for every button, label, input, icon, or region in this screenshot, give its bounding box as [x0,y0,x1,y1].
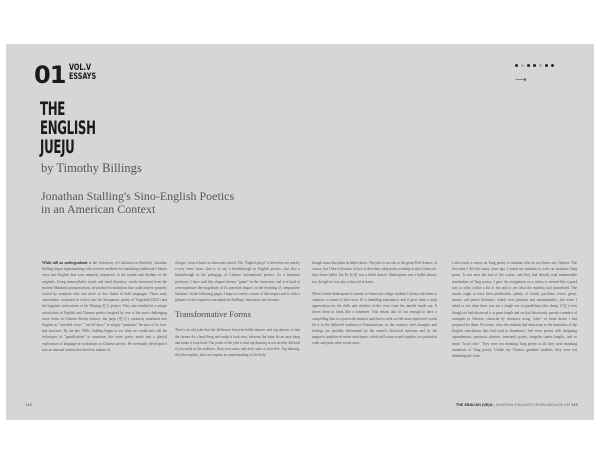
page-dot-icon[interactable] [521,64,524,67]
page-dot-icon[interactable] [545,64,548,67]
footer-subtitle: | JONATHAN STALLING'S INTERLANGUAGE ART [492,403,571,407]
article-subtitle [41,190,234,216]
page-dot-icon[interactable] [533,64,536,67]
page-dot-icon[interactable] [527,64,530,67]
subtitle-line: in an American Context [41,202,156,216]
issue-meta [69,64,96,82]
section-label: ESSAYS [69,72,97,82]
body-column-1 [42,260,167,359]
title-line: THE [40,98,66,120]
page-indicator [515,64,554,67]
next-arrow-icon[interactable]: ⟶ [515,75,527,84]
title-line: ENGLISH [40,117,96,139]
body-column-4 [452,260,577,365]
body-paragraph: though same discipline in ballet dance. The joke is not fair to the great Fred Astaire, of course, but I like it because of how it describes what poets working in strict forms do: they dance ballet. Du Fu 杜甫 was a ballet dancer. Shakespeare was a ballet dancer, too, though he was also a showoff at times. [312,261,437,284]
body-paragraph: all ages, from schools to obsession school. The "English jueju" is therefore not merely a new verse form—that is to say a breakthrough in English poetics—but also a breakthrough in the pedagogy of Chinese international poetics. As a literature professor, I have said this elegant literary "game" in the classroom, and it is hard to overemphasize the magnitude of its potential impact on the teaching of comparative literature. In the following pages, I hope to convey a sense of that impact and to offer a glimpse of the exquisite conceptual art Stalling's innovation has become. [175,261,300,303]
running-footer [456,403,571,407]
body-paragraph: When I teach Shakespeare's sonnets to American college students I always ask them to compose a sonnet of their own. It's a humbling experience, and it gives them a deep appreciation for the skills and rhythms of the verse from the outside inside out. It forces them to think like a sonneteer. This means that it's not enough to have a compelling idea or a powerful emotion and then to seek out the most expressive words for it in the hallowed tradition of Romanticism; on the contrary, one's thoughts and feelings are partially determined by the sonnet's historical structure and by the magnetic qualities of meter and rhyme, which pull some words together in a particular order and push other words away. [312,291,437,346]
volume-label: VOL.V [69,63,92,73]
issue-number: 01 [34,61,66,89]
page-dot-icon[interactable] [515,64,518,67]
issue-label [34,61,103,89]
body-paragraph: I also teach a course on Tang poetry to students who do not know any Chinese. The first time I did this many years ago, I asked my students to write an imitation Tang poem. It was near the end of the course, and they had already read innumerable translations of Tang poetry. I gave the assignment on a whim; it seemed like a good way to relax within a bit of fun and to see what the students had assimilated. The results ought to have been predictable—plenty of clouds, pavilions, rivers, geese, moons, and peach blossoms, which were pleasant and unremarkable—but when I asked to see what there was not a single use of parallelism (dui zhang 对仗) even though we had discussed it at great length and we had laboriously parsed a number of examples in Chinese, character by character, using "cribs" or cheat sheets I had prepared for them. Of course, what the students had shown me in the imitations of the English translations they had read in abundance: free verse poems with intriguing enjambments, paratactic phrases, truncated syntax, irregular stanza lengths, and so much "local color." They were not imitating Tang poetry at all; they were imitating imitations of Tang poetry. Unlike my Chinese graduate students, they were not inhabiting the form [452,261,577,359]
lead-in: While still an undergraduate [42,261,88,265]
page-dot-icon[interactable] [551,64,554,67]
body-column-3 [312,260,437,353]
page-number-right: 149 [571,403,578,407]
page-number-left: 148 [25,403,32,407]
subtitle-line: Jonathan Stalling's Sino-English Poetics [41,189,235,203]
body-text: at the University of California in Berkeley, Jonathan Stalling began experimenting with creative methods for translating traditional Chinese verse into English that were uniquely responsive to the sounds and rhythms of the originals. Using monosyllabic words and tonal diacritics, words borrowed from the modern Mandarin pronunciations, he produced translations that could only be properly voiced by someone who was more or less fluent in both languages. These early experiments continued to evolve into the Sinophonic poetry of Yingelishi (2011) and the linguistic innovations of the Pinying 英文 project. They also resulted in a unique articulation of English and Chinese poetics inspired by one of the most challenging verse forms in Chinese literary history: the jueju (绝句), variously translated into English as "curtailed verse," "cut-off lines," or simply "quatrains" because of its four-line structure. By the late 1990s, Stalling began to use what we would now call the techniques of "gamification" to transform this verse poetic mode into a playful exploration of language in workshops on Chinese poetics. He eventually developed it into an unusual context that involves makers of [42,261,167,352]
byline: by Timothy Billings [41,161,142,175]
page-dot-icon[interactable] [539,64,542,67]
body-paragraph: There's an old joke that the difference between ballet dancers and tap dancers is that the former do a hard thing and make it look easy, whereas the latter do an easy thing and make it look hard. The point of the joke is that tap dancing is not terribly difficult if you smile at the audience, float your arms, and don't stare at your feet. Tap dancing, the joke implies, does not require an understanding of the body [175,328,300,358]
footer-title: THE ENGLISH JUEJU [456,403,493,407]
article-title [40,100,96,157]
section-heading: Transformative Forms [175,309,251,320]
body-column-2 [175,260,300,364]
title-line: JUEJU [40,136,75,158]
